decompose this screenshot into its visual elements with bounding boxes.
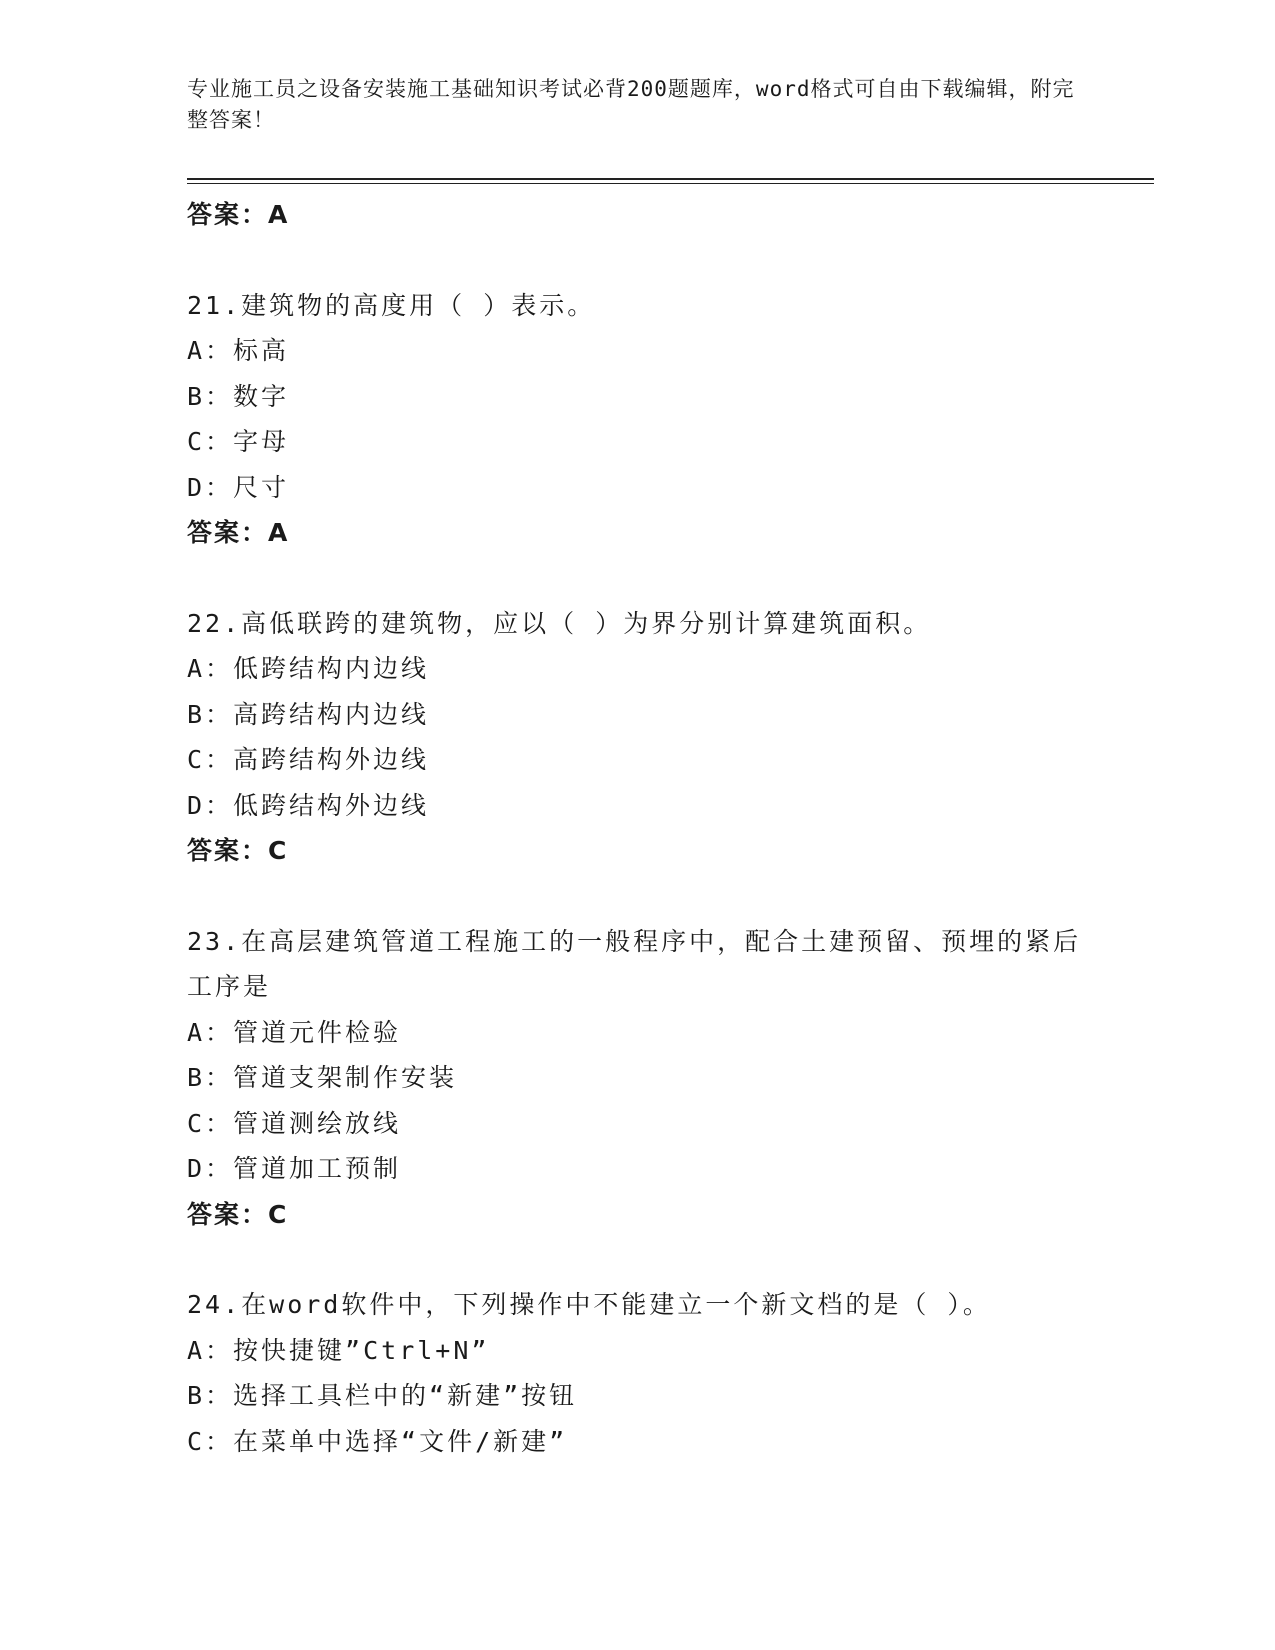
answer-line: 答案：A xyxy=(187,200,290,229)
option-b: B：管道支架制作安装 xyxy=(187,1063,458,1092)
option-a: A：低跨结构内边线 xyxy=(187,654,430,683)
question-stem: 24.在word软件中，下列操作中不能建立一个新文档的是（ ）。 xyxy=(187,1290,991,1319)
document-header: 专业施工员之设备安装施工基础知识考试必背200题题库，word格式可自由下载编辑，附完整答案！ xyxy=(187,77,1075,132)
option-a: A：按快捷键”Ctrl+N” xyxy=(187,1335,490,1365)
question-21 xyxy=(187,283,1107,556)
question-23 xyxy=(187,919,1107,1238)
option-c: C：字母 xyxy=(187,427,290,456)
question-24 xyxy=(187,1282,1107,1464)
option-a: A：管道元件检验 xyxy=(187,1017,402,1047)
document-body xyxy=(187,192,1107,1464)
option-b: B：选择工具栏中的“新建”按钮 xyxy=(187,1381,578,1410)
question-stem: 21.建筑物的高度用（ ）表示。 xyxy=(187,290,596,320)
header-rule-thick xyxy=(187,178,1154,180)
option-d: D：管道加工预制 xyxy=(187,1154,402,1183)
header-rule-thin xyxy=(187,183,1154,184)
option-c: C：高跨结构外边线 xyxy=(187,745,430,774)
question-stem: 23.在高层建筑管道工程施工的一般程序中，配合土建预留、预埋的紧后工序是 xyxy=(187,926,1082,1001)
option-c: C：在菜单中选择“文件/新建” xyxy=(187,1426,568,1456)
option-b: B：高跨结构内边线 xyxy=(187,699,430,729)
question-22 xyxy=(187,601,1107,874)
answer-line: 答案：C xyxy=(187,1199,289,1229)
option-a: A：标高 xyxy=(187,336,290,365)
option-c: C：管道测绘放线 xyxy=(187,1108,402,1138)
answer-line: 答案：A xyxy=(187,518,290,547)
answer-line: 答案：C xyxy=(187,836,289,865)
option-b: B：数字 xyxy=(187,381,290,411)
option-d: D：低跨结构外边线 xyxy=(187,790,430,820)
option-d: D：尺寸 xyxy=(187,472,290,502)
question-stem: 22.高低联跨的建筑物，应以（ ）为界分别计算建筑面积。 xyxy=(187,608,932,638)
